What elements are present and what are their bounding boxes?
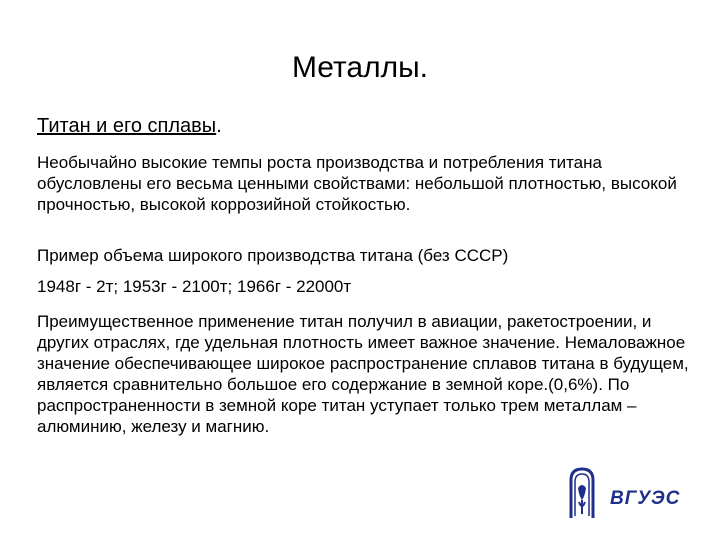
logo-emblem-icon (568, 466, 596, 520)
subtitle-punctuation: . (216, 115, 222, 137)
subtitle-text: Титан и его сплавы (37, 115, 217, 137)
paragraph-production-figures: 1948г - 2т; 1953г - 2100т; 1966г - 22000т (37, 277, 352, 296)
paragraph-growth: Необычайно высокие темпы роста производства и потребления титана обусловлены его весьма ценными свойствами: небольшой плотностью, высокой прочностью, высокой коррозийной стойкостью. (37, 153, 677, 214)
slide-title: Металлы. (291, 51, 428, 84)
logo-text: ВГУЭС (610, 488, 681, 509)
paragraph-production-example: Пример объема широкого производства титана (без СССР) (37, 246, 509, 265)
university-logo (568, 466, 688, 526)
slide-subtitle (37, 114, 222, 138)
paragraph-applications: Преимущественное применение титан получил в авиации, ракетостроении, и других отраслях, где удельная плотность имеет важное значение. Немаловажное значение обеспечивающее широкое распространение сплавов титана в будущем, является сравнительно большое его содержание в земной коре.(0,6%). По распространенности в земной коре титан уступает только трем металлам – алюминию, железу и магнию. (37, 312, 689, 436)
